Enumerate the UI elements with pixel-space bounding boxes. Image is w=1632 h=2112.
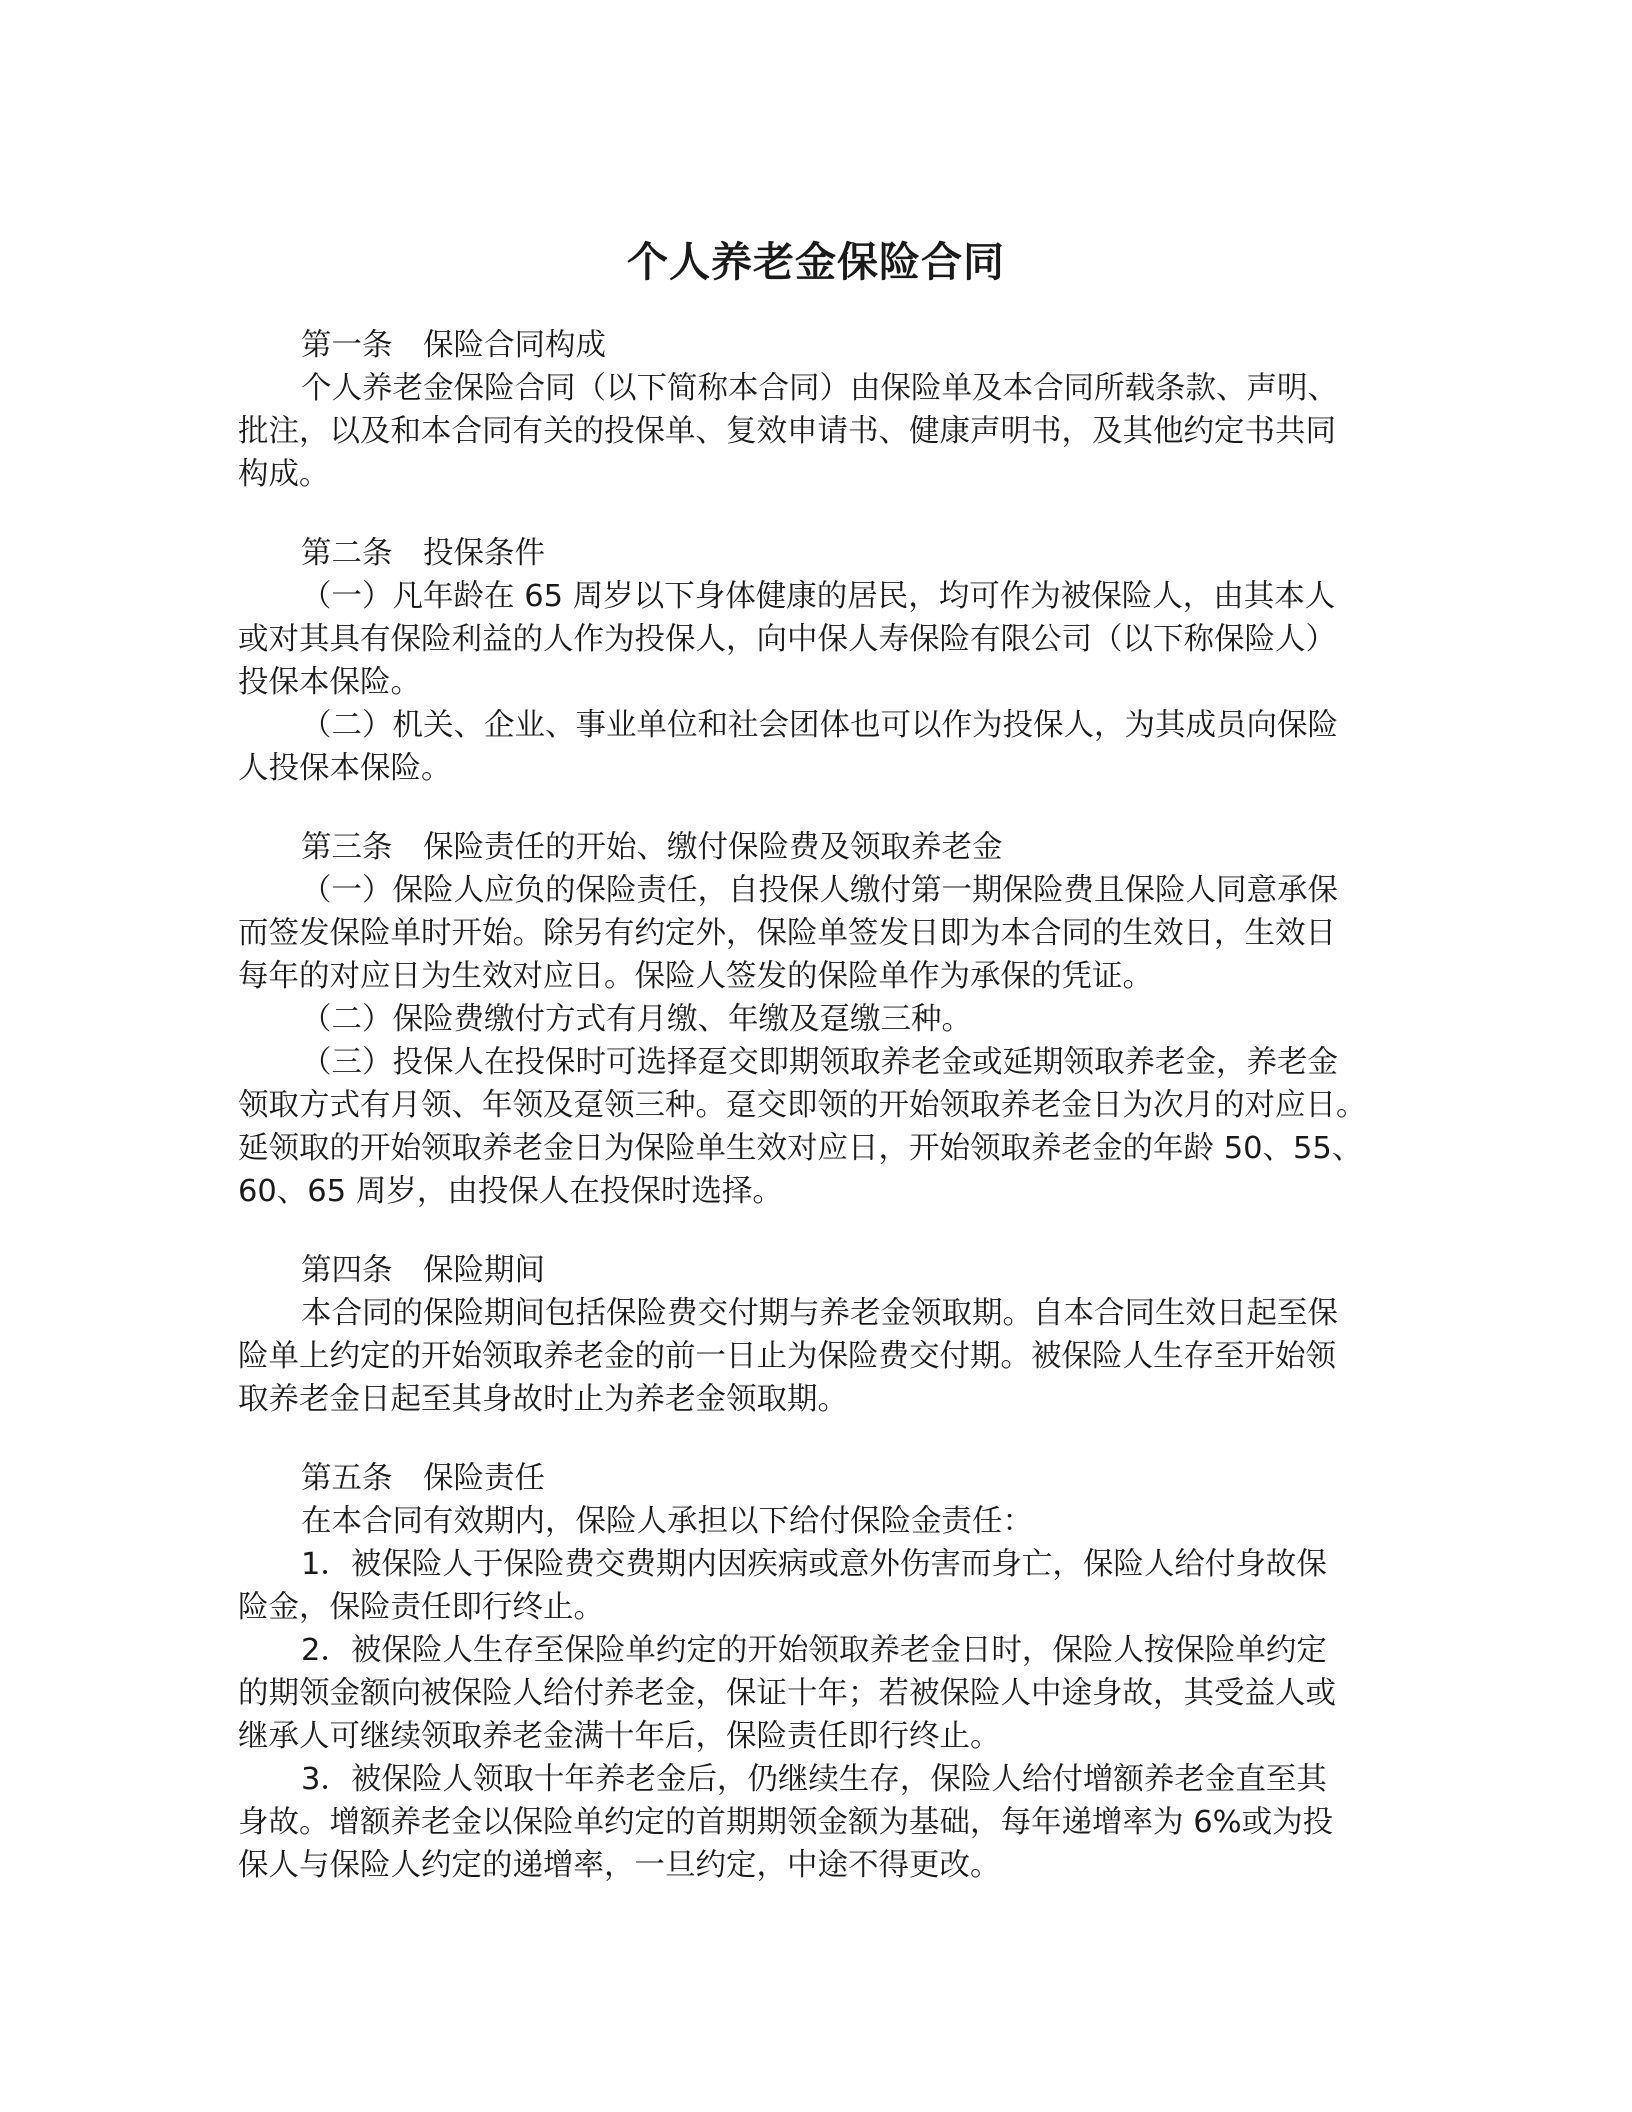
- paragraph-line: 险单上约定的开始领取养老金的前一日止为保险费交付期。被保险人生存至开始领: [238, 1339, 1336, 1374]
- paragraph-line: 取养老金日起至其身故时止为养老金领取期。: [238, 1382, 848, 1417]
- section-heading: 第四条 保险期间: [301, 1253, 545, 1288]
- paragraph-line: 个人养老金保险合同（以下简称本合同）由保险单及本合同所载条款、声明、: [301, 371, 1338, 406]
- section-heading: 第一条 保险合同构成: [301, 328, 606, 363]
- paragraph-line: （一）凡年龄在 65 周岁以下身体健康的居民，均可作为被保险人，由其本人: [301, 579, 1336, 614]
- paragraph-line: 批注，以及和本合同有关的投保单、复效申请书、健康声明书，及其他约定书共同: [238, 414, 1336, 449]
- section-5: [238, 1457, 1388, 1887]
- paragraph-line: 保人与保险人约定的递增率，一旦约定，中途不得更改。: [238, 1848, 1001, 1883]
- paragraph-line: 在本合同有效期内，保险人承担以下给付保险金责任：: [301, 1504, 1033, 1539]
- paragraph-line: 身故。增额养老金以保险单约定的首期期领金额为基础，每年递增率为 6%或为投: [238, 1805, 1334, 1840]
- paragraph-line: 2．被保险人生存至保险单约定的开始领取养老金日时，保险人按保险单约定: [301, 1633, 1327, 1668]
- paragraph-line: 1．被保险人于保险费交费期内因疾病或意外伤害而身亡，保险人给付身故保: [301, 1547, 1327, 1582]
- paragraph-line: 本合同的保险期间包括保险费交付期与养老金领取期。自本合同生效日起至保: [301, 1296, 1338, 1331]
- paragraph-line: 每年的对应日为生效对应日。保险人签发的保险单作为承保的凭证。: [238, 959, 1153, 994]
- paragraph-line: 人投保本保险。: [238, 751, 452, 786]
- paragraph-line: 或对其具有保险利益的人作为投保人，向中保人寿保险有限公司（以下称保险人）: [238, 622, 1336, 657]
- section-heading: 第五条 保险责任: [301, 1461, 545, 1496]
- document-title: 个人养老金保险合同: [627, 238, 1005, 286]
- paragraph-line: 3．被保险人领取十年养老金后，仍继续生存，保险人给付增额养老金直至其: [301, 1762, 1327, 1797]
- paragraph-line: 60、65 周岁，由投保人在投保时选择。: [238, 1174, 783, 1209]
- document-body: [238, 324, 1388, 1887]
- paragraph-line: 继承人可继续领取养老金满十年后，保险责任即行终止。: [238, 1719, 1001, 1754]
- paragraph-line: （二）保险费缴付方式有月缴、年缴及趸缴三种。: [301, 1002, 972, 1037]
- paragraph-line: 的期领金额向被保险人给付养老金，保证十年；若被保险人中途身故，其受益人或: [238, 1676, 1336, 1711]
- paragraph-line: （二）机关、企业、事业单位和社会团体也可以作为投保人，为其成员向保险: [301, 708, 1338, 743]
- section-gap: [238, 496, 1388, 532]
- paragraph-line: 构成。: [238, 457, 330, 492]
- section-2: [238, 532, 1388, 790]
- paragraph-line: 而签发保险单时开始。除另有约定外，保险单签发日即为本合同的生效日，生效日: [238, 916, 1336, 951]
- paragraph-line: 投保本保险。: [238, 665, 421, 700]
- section-4: [238, 1249, 1388, 1421]
- section-heading: 第三条 保险责任的开始、缴付保险费及领取养老金: [301, 830, 1003, 865]
- paragraph-line: （三）投保人在投保时可选择趸交即期领取养老金或延期领取养老金，养老金: [301, 1045, 1338, 1080]
- section-1: [238, 324, 1388, 496]
- section-gap: [238, 790, 1388, 826]
- section-3: [238, 826, 1388, 1213]
- section-gap: [238, 1213, 1388, 1249]
- paragraph-line: （一）保险人应负的保险责任，自投保人缴付第一期保险费且保险人同意承保: [301, 873, 1338, 908]
- section-gap: [238, 1421, 1388, 1457]
- section-heading: 第二条 投保条件: [301, 536, 545, 571]
- paragraph-line: 延领取的开始领取养老金日为保险单生效对应日，开始领取养老金的年龄 50、55、: [238, 1131, 1363, 1166]
- paragraph-line: 险金，保险责任即行终止。: [238, 1590, 604, 1625]
- paragraph-line: 领取方式有月领、年领及趸领三种。趸交即领的开始领取养老金日为次月的对应日。: [238, 1088, 1367, 1123]
